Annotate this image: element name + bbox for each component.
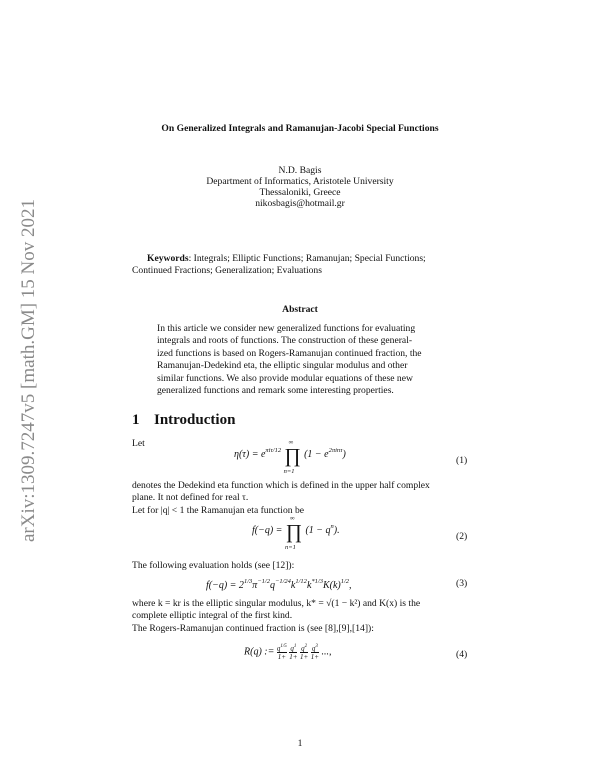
keywords-label: Keywords xyxy=(147,253,189,264)
abstract-line: similar functions. We also provide modular equations of these new xyxy=(157,372,413,384)
author-name: N.D. Bagis xyxy=(278,165,322,176)
section-number: 1 xyxy=(132,412,140,428)
eta-desc-line-1: denotes the Dedekind eta function which is defined in the upper half complex xyxy=(132,480,430,491)
evaluation-intro: The following evaluation holds (see [12]): xyxy=(132,560,295,571)
cf-term: $\frac{q^2}{1+}$ xyxy=(299,644,309,662)
cf-term: $\frac{q^3}{1+}$ xyxy=(310,644,319,662)
paper-title: On Generalized Integrals and Ramanujan-Jacobi Special Functions xyxy=(161,123,439,134)
keywords-text-1: : Integrals; Elliptic Functions; Ramanujan; Special Functions; xyxy=(188,253,426,264)
eta-description xyxy=(132,480,468,517)
keywords-line-2: Continued Fractions; Generalization; Evaluations xyxy=(132,265,322,276)
abstract-line: integrals and roots of functions. The construction of these general- xyxy=(157,335,413,347)
cf-term: $\frac{q^{1/5}}{1+}$ xyxy=(276,644,287,662)
equation-4-number: (4) xyxy=(456,649,468,660)
equation-2-number: (2) xyxy=(456,531,468,542)
rogers-ramanujan-intro: The Rogers-Ramanujan continued fraction is (see [8],[9],[14]): xyxy=(132,622,374,634)
cf-term: $\frac{q^1}{1+}$ xyxy=(289,644,298,662)
where-paragraph xyxy=(132,598,468,635)
abstract-heading: Abstract xyxy=(282,304,318,315)
abstract-line: ized functions is based on Rogers-Ramanujan continued fraction, the xyxy=(157,347,422,359)
abstract-line: generalized functions and remark some interesting properties. xyxy=(157,385,394,397)
equation-4: R(q) := $\frac{q^{1/5}}{1+}$ $\frac{q^1}{1+}$ $\frac{q^2}{1+}$ $\frac{q^3}{1+}$ ..., xyxy=(244,644,332,662)
equation-3-number: (3) xyxy=(456,578,468,589)
keywords-line-1 xyxy=(147,253,477,265)
arxiv-stamp: arXiv:1309.7247v5 [math.GM] 15 Nov 2021 xyxy=(18,198,39,542)
section-heading xyxy=(132,412,235,429)
eta-desc-line-2: plane. It not defined for real τ. xyxy=(132,492,249,504)
equation-2: f(−q) = ∞ ∏ n=1 $(1 - q^n)$. xyxy=(252,515,340,551)
abstract-line: Ramanujan-Dedekind eta, the elliptic singular modulus and other xyxy=(157,360,408,372)
author-email: nikosbagis@hotmail.gr xyxy=(255,198,345,209)
equation-1-number: (1) xyxy=(456,455,468,466)
ramanujan-eta-intro: Let for |q| < 1 the Ramanujan eta function be xyxy=(132,504,305,516)
text-let: Let xyxy=(132,438,145,449)
abstract-body xyxy=(157,323,447,397)
author-city: Thessaloniki, Greece xyxy=(259,187,341,198)
page-number: 1 xyxy=(297,738,303,749)
equation-3: $f(-q) = 2^{1/3}\pi^{-1/2}q^{-1/24}k^{1/12}k^{*1/3}K(k)^{1/2}$, xyxy=(206,578,352,591)
author-department: Department of Informatics, Aristotele University xyxy=(206,176,394,187)
where-line-2: complete elliptic integral of the first kind. xyxy=(132,610,293,622)
abstract-line: In this article we consider new generalized functions for evaluating xyxy=(157,323,416,334)
section-title: Introduction xyxy=(154,412,236,428)
where-line-1: where k = kr is the elliptic singular modulus, k* = √(1 − k²) and K(x) is the xyxy=(132,598,421,609)
equation-1: $\eta(\tau) = e^{\pi i\tau/12}$ ∞ ∏ n=1 $(1 - e^{2\pi in\tau})$ xyxy=(234,439,346,475)
